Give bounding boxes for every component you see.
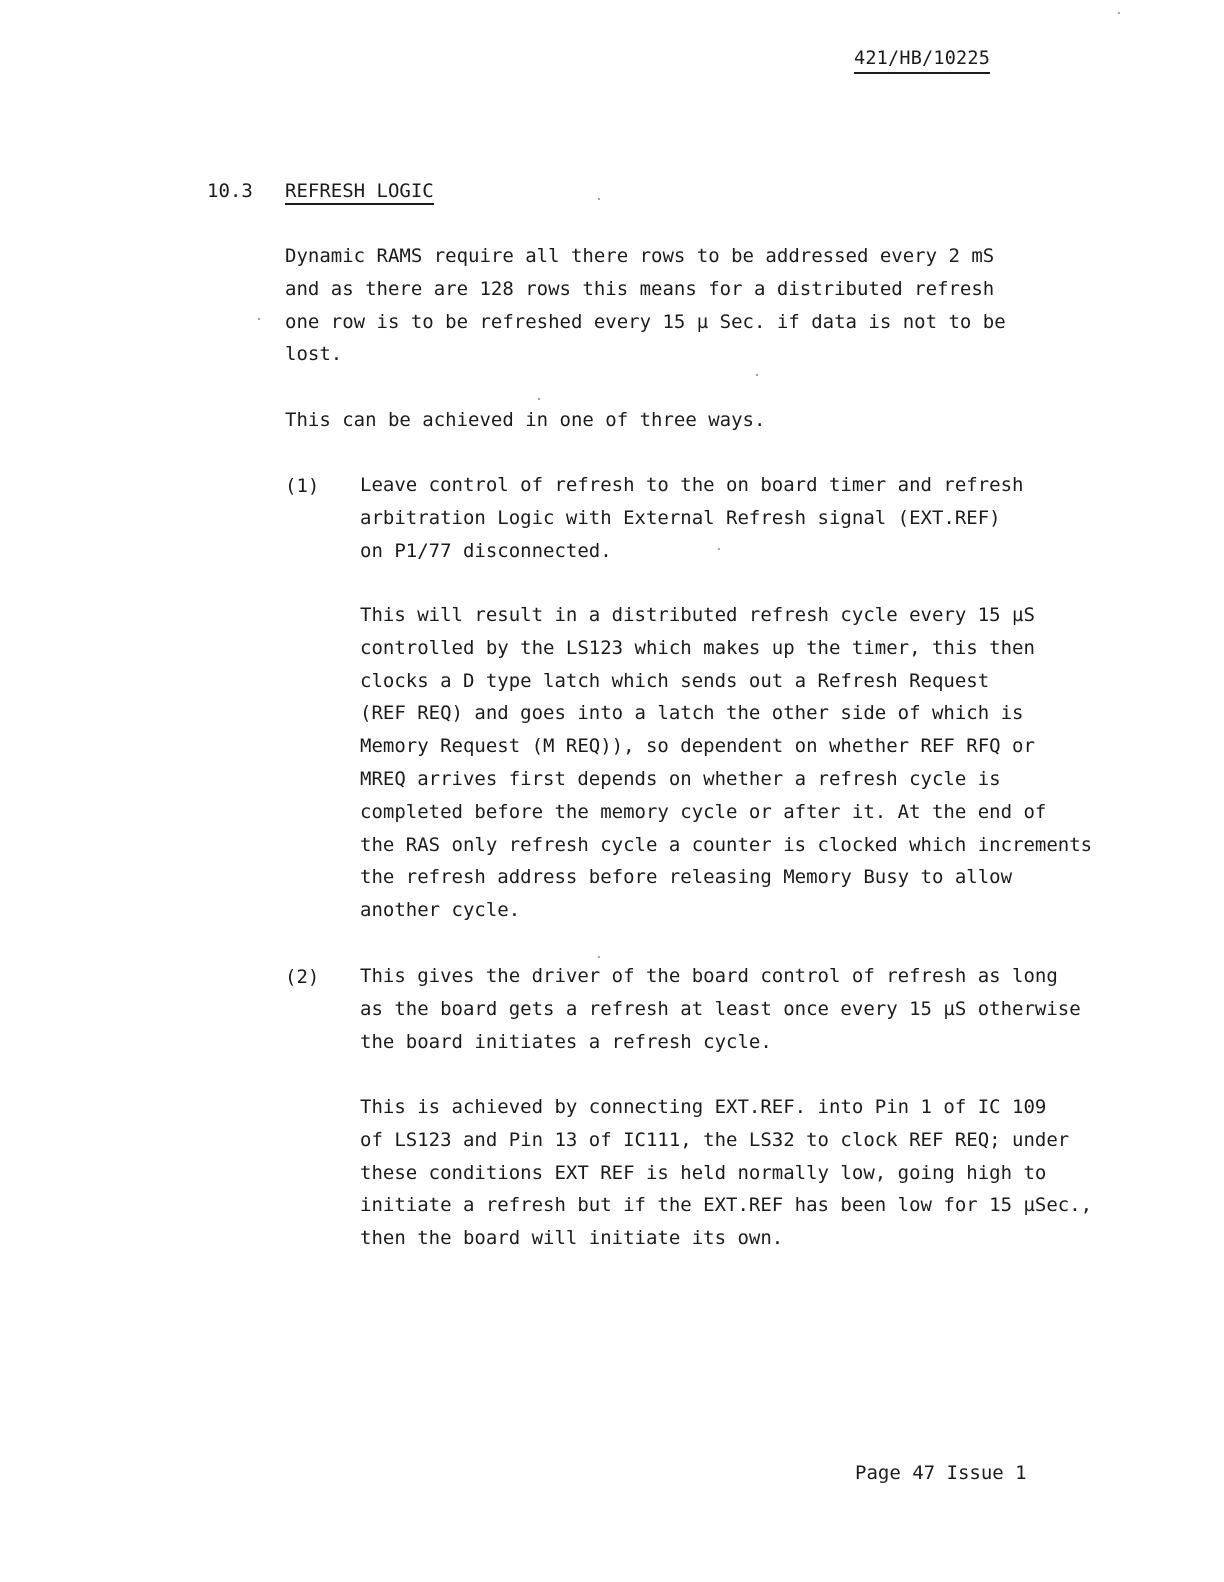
intro-line: and as there are 128 rows this means for a distributed refresh [285, 277, 995, 300]
item-line: initiate a refresh but if the EXT.REF has been low for 15 µSec., [360, 1194, 1093, 1217]
item-line: of LS123 and Pin 13 of IC111, the LS32 to clock REF REQ; under [360, 1128, 1070, 1151]
item-1-detail-paragraph [360, 599, 1092, 927]
scan-speck [598, 956, 600, 958]
item-line: (REF REQ) and goes into a latch the other side of which is [360, 702, 1024, 725]
intro-line: one row is to be refreshed every 15 µ Sec. if data is not to be [285, 310, 1006, 333]
item-line: another cycle. [360, 899, 521, 922]
item-line: clocks a D type latch which sends out a Refresh Request [360, 669, 990, 692]
item-line: This will result in a distributed refresh cycle every 15 µS [360, 604, 1035, 626]
item-line: the RAS only refresh cycle a counter is clocked which increments [360, 833, 1093, 856]
item-line: the refresh address before releasing Memory Busy to allow [360, 866, 1013, 889]
ways-line: This can be achieved in one of three ways. [285, 409, 766, 431]
item-2-label: (2) [285, 966, 320, 988]
document-reference: 421/HB/10225 [854, 48, 990, 74]
item-line: as the board gets a refresh at least once every 15 µS otherwise [360, 997, 1081, 1020]
item-line: Leave control of refresh to the on board timer and refresh [360, 474, 1024, 496]
item-line: the board initiates a refresh cycle. [360, 1030, 772, 1053]
item-line: MREQ arrives first depends on whether a refresh cycle is [360, 767, 1001, 790]
intro-line: Dynamic RAMS require all there rows to be addressed every 2 mS [285, 245, 995, 267]
scan-speck [1118, 12, 1120, 14]
section-title: REFRESH LOGIC [285, 180, 434, 205]
item-line: This is achieved by connecting EXT.REF. into Pin 1 of IC 109 [360, 1096, 1047, 1118]
item-line: on P1/77 disconnected. [360, 539, 612, 562]
item-line: completed before the memory cycle or after it. At the end of [360, 800, 1047, 823]
item-line: arbitration Logic with External Refresh signal (EXT.REF) [360, 506, 1001, 529]
ways-paragraph [285, 404, 765, 437]
item-line: This gives the driver of the board control of refresh as long [360, 965, 1058, 987]
item-1-label: (1) [285, 475, 320, 497]
item-line: these conditions EXT REF is held normally low, going high to [360, 1161, 1047, 1184]
page-footer: Page 47 Issue 1 [855, 1462, 1027, 1484]
scan-speck [718, 548, 720, 550]
scan-speck [756, 374, 758, 376]
item-2-detail-paragraph [360, 1091, 1092, 1255]
intro-paragraph [285, 240, 1006, 371]
item-line: then the board will initiate its own. [360, 1227, 784, 1250]
item-line: controlled by the LS123 which makes up the timer, this then [360, 636, 1035, 659]
item-line: Memory Request (M REQ)), so dependent on whether REF RFQ or [360, 735, 1035, 758]
section-number: 10.3 [207, 180, 253, 202]
scan-speck [258, 318, 260, 320]
item-1-paragraph [360, 469, 1023, 567]
item-2-paragraph [360, 960, 1081, 1058]
scan-speck [538, 398, 540, 400]
intro-line: lost. [285, 343, 343, 366]
scan-speck [598, 198, 600, 200]
